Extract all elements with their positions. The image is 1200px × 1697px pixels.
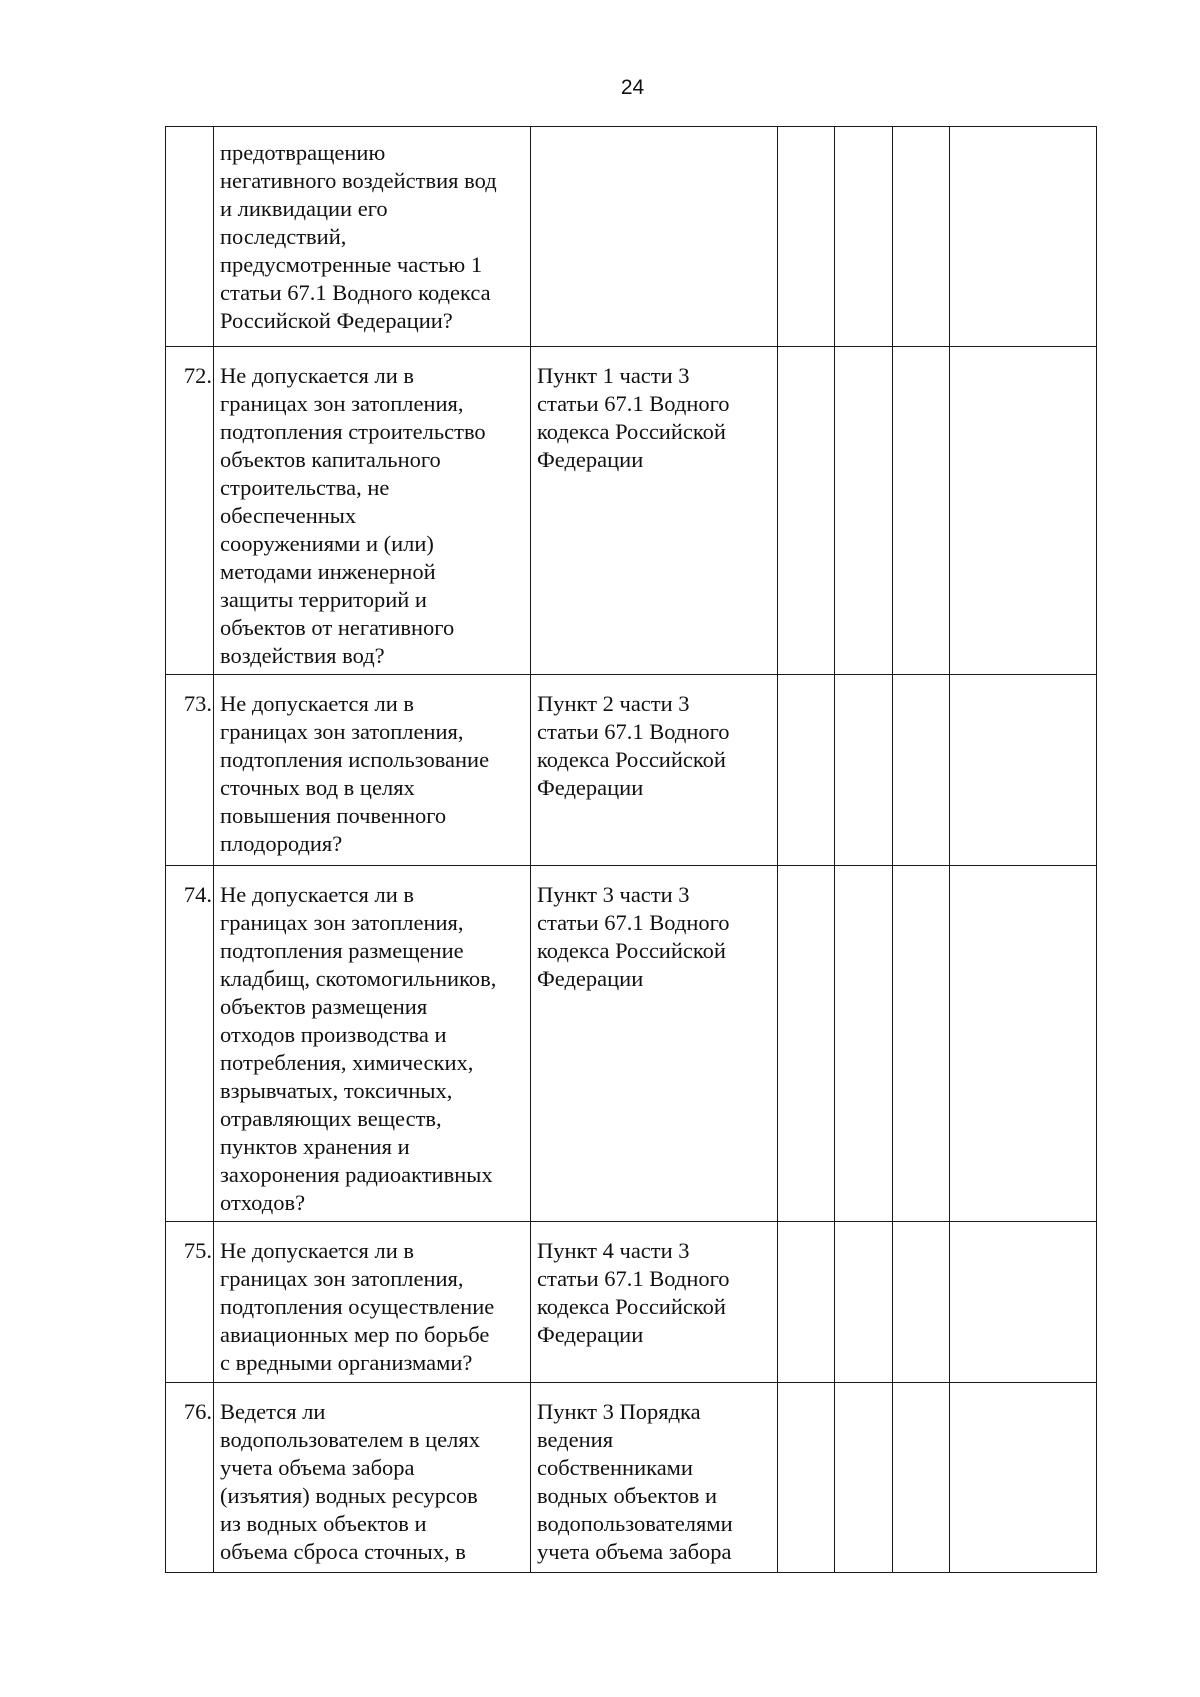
question-line: отходов? <box>220 1190 306 1215</box>
question-cell <box>214 675 531 866</box>
question-line: подтопления осуществление <box>220 1294 495 1319</box>
question-line: с вредными организмами? <box>220 1350 473 1375</box>
question-cell <box>214 1222 531 1383</box>
reference-line: Пункт 3 части 3 <box>537 882 690 907</box>
answer-na-cell[interactable] <box>893 127 950 347</box>
answer-na-cell[interactable] <box>893 1222 950 1383</box>
question-line: негативного воздействия вод <box>220 168 497 193</box>
reference-line: Пункт 2 части 3 <box>537 691 690 716</box>
reference-line: Пункт 1 части 3 <box>537 363 690 388</box>
question-cell <box>214 866 531 1222</box>
question-line: Не допускается ли в <box>220 691 414 716</box>
question-line: взрывчатых, токсичных, <box>220 1078 453 1103</box>
question-line: отравляющих веществ, <box>220 1106 442 1131</box>
row-number: 75. <box>166 1222 214 1383</box>
question-line: воздействия вод? <box>220 643 385 668</box>
question-line: границах зон затопления, <box>220 910 464 935</box>
answer-no-cell[interactable] <box>835 1383 893 1573</box>
reference-line: водопользователями <box>537 1511 733 1536</box>
comment-cell[interactable] <box>950 127 1097 347</box>
answer-yes-cell[interactable] <box>778 1222 835 1383</box>
comment-cell[interactable] <box>950 1383 1097 1573</box>
answer-na-cell[interactable] <box>893 1383 950 1573</box>
answer-na-cell[interactable] <box>893 675 950 866</box>
question-line: Не допускается ли в <box>220 882 414 907</box>
table-row <box>166 675 1097 866</box>
question-line: водопользователем в целях <box>220 1427 480 1452</box>
answer-yes-cell[interactable] <box>778 347 835 675</box>
question-line: сооружениями и (или) <box>220 531 434 556</box>
question-line: предотвращению <box>220 140 386 165</box>
comment-cell[interactable] <box>950 675 1097 866</box>
reference-cell <box>531 347 778 675</box>
reference-line: статьи 67.1 Водного <box>537 391 730 416</box>
question-line: Ведется ли <box>220 1399 326 1424</box>
reference-line: кодекса Российской <box>537 747 726 772</box>
question-line: плодородия? <box>220 831 343 856</box>
question-line: Российской Федерации? <box>220 308 453 333</box>
reference-line: Пункт 3 Порядка <box>537 1399 701 1424</box>
question-cell <box>214 127 531 347</box>
reference-line: ведения <box>537 1427 614 1452</box>
comment-cell[interactable] <box>950 866 1097 1222</box>
question-line: методами инженерной <box>220 559 436 584</box>
question-line: границах зон затопления, <box>220 391 464 416</box>
question-line: Не допускается ли в <box>220 363 414 388</box>
reference-line: кодекса Российской <box>537 938 726 963</box>
reference-line: Федерации <box>537 966 644 991</box>
table-row <box>166 1222 1097 1383</box>
reference-line: водных объектов и <box>537 1483 718 1508</box>
table-row <box>166 127 1097 347</box>
question-line: авиационных мер по борьбе <box>220 1322 490 1347</box>
answer-yes-cell[interactable] <box>778 675 835 866</box>
question-line: Не допускается ли в <box>220 1238 414 1263</box>
reference-line: статьи 67.1 Водного <box>537 719 730 744</box>
question-line: предусмотренные частью 1 <box>220 252 483 277</box>
reference-line: Федерации <box>537 447 644 472</box>
reference-cell <box>531 675 778 866</box>
question-line: (изъятия) водных ресурсов <box>220 1483 478 1508</box>
question-line: объема сброса сточных, в <box>220 1539 466 1564</box>
comment-cell[interactable] <box>950 347 1097 675</box>
checklist-body <box>166 127 1097 1573</box>
answer-yes-cell[interactable] <box>778 866 835 1222</box>
question-line: границах зон затопления, <box>220 1266 464 1291</box>
reference-line: статьи 67.1 Водного <box>537 910 730 935</box>
table-row <box>166 1383 1097 1573</box>
question-line: кладбищ, скотомогильников, <box>220 966 497 991</box>
question-line: захоронения радиоактивных <box>220 1162 493 1187</box>
answer-no-cell[interactable] <box>835 347 893 675</box>
question-line: строительства, не <box>220 475 390 500</box>
answer-yes-cell[interactable] <box>778 127 835 347</box>
question-line: подтопления размещение <box>220 938 464 963</box>
question-line: повышения почвенного <box>220 803 447 828</box>
reference-line: Федерации <box>537 1322 644 1347</box>
question-line: подтопления использование <box>220 747 490 772</box>
question-cell <box>214 347 531 675</box>
reference-line: кодекса Российской <box>537 1294 726 1319</box>
table-row <box>166 866 1097 1222</box>
question-line: границах зон затопления, <box>220 719 464 744</box>
question-line: последствий, <box>220 224 347 249</box>
question-line: подтопления строительство <box>220 419 486 444</box>
question-line: из водных объектов и <box>220 1511 427 1536</box>
row-number: 73. <box>166 675 214 866</box>
question-line: объектов капитального <box>220 447 441 472</box>
question-line: сточных вод в целях <box>220 775 415 800</box>
question-line: учета объема забора <box>220 1455 415 1480</box>
question-line: пунктов хранения и <box>220 1134 410 1159</box>
page-number: 24 <box>620 76 645 99</box>
reference-line: Федерации <box>537 775 644 800</box>
reference-line: собственниками <box>537 1455 693 1480</box>
question-line: защиты территорий и <box>220 587 427 612</box>
answer-no-cell[interactable] <box>835 866 893 1222</box>
reference-line: статьи 67.1 Водного <box>537 1266 730 1291</box>
answer-no-cell[interactable] <box>835 1222 893 1383</box>
checklist-table <box>165 126 1097 1573</box>
answer-na-cell[interactable] <box>893 866 950 1222</box>
answer-na-cell[interactable] <box>893 347 950 675</box>
row-number: 72. <box>166 347 214 675</box>
answer-yes-cell[interactable] <box>778 1383 835 1573</box>
reference-cell <box>531 866 778 1222</box>
reference-line: Пункт 4 части 3 <box>537 1238 690 1263</box>
reference-cell <box>531 1222 778 1383</box>
answer-no-cell[interactable] <box>835 127 893 347</box>
row-number: 74. <box>166 866 214 1222</box>
reference-cell <box>531 127 778 347</box>
reference-cell <box>531 1383 778 1573</box>
row-number: 76. <box>166 1383 214 1573</box>
question-line: объектов от негативного <box>220 615 455 640</box>
question-line: потребления, химических, <box>220 1050 474 1075</box>
question-cell <box>214 1383 531 1573</box>
comment-cell[interactable] <box>950 1222 1097 1383</box>
question-line: статьи 67.1 Водного кодекса <box>220 280 491 305</box>
table-row <box>166 347 1097 675</box>
question-line: объектов размещения <box>220 994 428 1019</box>
question-line: обеспеченных <box>220 503 357 528</box>
row-number <box>166 127 214 347</box>
question-line: отходов производства и <box>220 1022 447 1047</box>
question-line: и ликвидации его <box>220 196 388 221</box>
reference-line: кодекса Российской <box>537 419 726 444</box>
reference-line: учета объема забора <box>537 1539 732 1564</box>
answer-no-cell[interactable] <box>835 675 893 866</box>
